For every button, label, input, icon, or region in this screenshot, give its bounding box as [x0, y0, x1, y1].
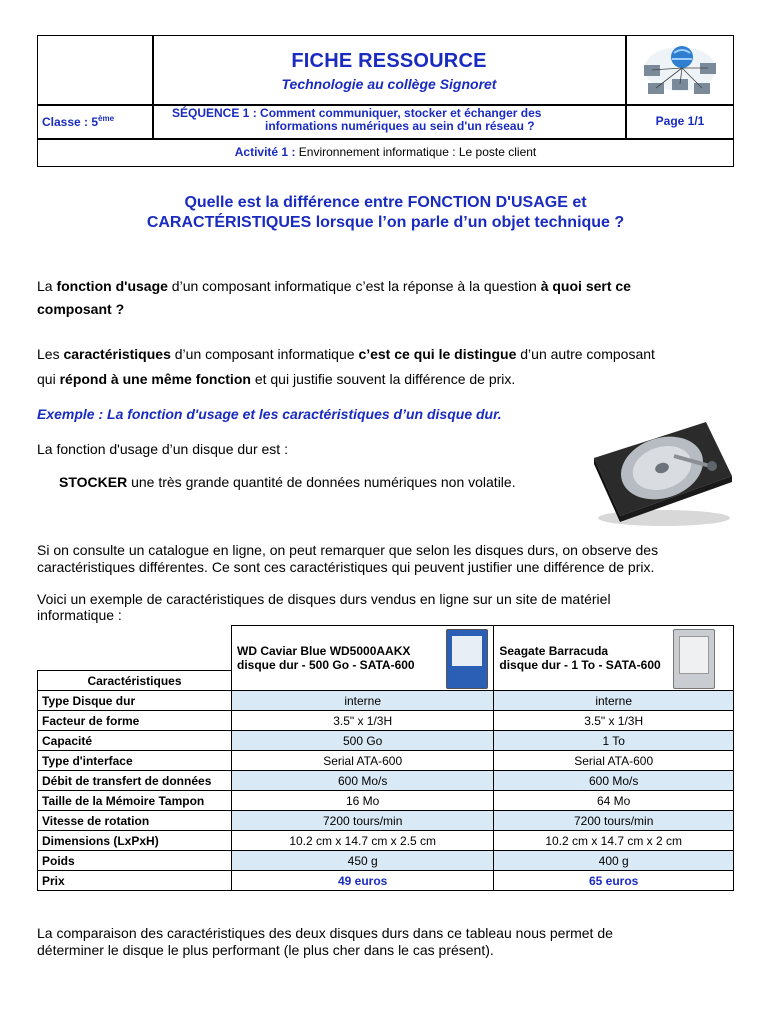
example-intro: La fonction d'usage d’un disque dur est :	[37, 441, 288, 457]
page-title: FICHE RESSOURCE	[291, 50, 487, 72]
row-label: Facteur de forme	[38, 711, 232, 731]
product-1-value: 7200 tours/min	[232, 811, 494, 831]
row-label: Type Disque dur	[38, 691, 232, 711]
product-1-value: 16 Mo	[232, 791, 494, 811]
product-1-value: 49 euros	[232, 871, 494, 891]
seagate-drive-image	[673, 629, 715, 689]
product-2-value: 400 g	[494, 851, 734, 871]
page-subtitle: Technologie au collège Signoret	[281, 76, 497, 92]
row-label: Vitesse de rotation	[38, 811, 232, 831]
table-row	[38, 871, 734, 891]
table-row	[38, 711, 734, 731]
spec-table	[37, 625, 734, 891]
header-box	[37, 35, 734, 167]
product-1-value: 600 Mo/s	[232, 771, 494, 791]
table-row	[38, 811, 734, 831]
product-2-value: 64 Mo	[494, 791, 734, 811]
example-stocker: STOCKER une très grande quantité de données numériques non volatile.	[59, 474, 516, 490]
activity-line: Activité 1 : Environnement informatique : Le poste client	[234, 145, 537, 159]
product-1-value: Serial ATA-600	[232, 751, 494, 771]
table-header-row	[38, 626, 734, 671]
row-label: Débit de transfert de données	[38, 771, 232, 791]
table-row	[38, 771, 734, 791]
paragraph-conclusion: La comparaison des caractéristiques des deux disques durs dans ce tableau nous permet de déterminer le disque le plus performant (le plus cher dans le cas présent).	[37, 925, 613, 958]
network-illustration	[636, 39, 724, 101]
row-label: Dimensions (LxPxH)	[38, 831, 232, 851]
row-label: Capacité	[38, 731, 232, 751]
product-2-value: 600 Mo/s	[494, 771, 734, 791]
product-1-value: interne	[232, 691, 494, 711]
product-1-value: 500 Go	[232, 731, 494, 751]
table-row	[38, 831, 734, 851]
product-2-value: interne	[494, 691, 734, 711]
hard-disk-image	[586, 418, 736, 530]
product-1-value: 450 g	[232, 851, 494, 871]
example-title: Exemple : La fonction d'usage et les caractéristiques d’un disque dur.	[37, 406, 502, 422]
product-2-value: 1 To	[494, 731, 734, 751]
page-number: Page 1/1	[655, 114, 705, 128]
characteristics-header: Caractéristiques	[38, 671, 232, 691]
product-2-value: 3.5" x 1/3H	[494, 711, 734, 731]
product-2-header: Seagate Barracuda disque dur - 1 To - SATA-600	[494, 626, 734, 691]
product-1-value: 3.5" x 1/3H	[232, 711, 494, 731]
product-2-value: 10.2 cm x 14.7 cm x 2 cm	[494, 831, 734, 851]
table-row	[38, 851, 734, 871]
table-row	[38, 691, 734, 711]
paragraph-exemple-vente: Voici un exemple de caractéristiques de disques durs vendus en ligne sur un site de matériel informatique :	[37, 591, 611, 623]
row-label: Taille de la Mémoire Tampon	[38, 791, 232, 811]
product-2-value: 7200 tours/min	[494, 811, 734, 831]
main-question: Quelle est la différence entre FONCTION D'USAGE et CARACTÉRISTIQUES lorsque l’on parle d’un objet technique ?	[146, 194, 625, 231]
product-1-value: 10.2 cm x 14.7 cm x 2.5 cm	[232, 831, 494, 851]
paragraph-caracteristiques: Les caractéristiques d’un composant informatique c’est ce qui le distingue d’un autre composant qui répond à une même fonction et qui justifie souvent la différence de prix.	[37, 346, 655, 387]
product-2-value: Serial ATA-600	[494, 751, 734, 771]
row-label: Poids	[38, 851, 232, 871]
sequence-title: SÉQUENCE 1 : Comment communiquer, stocker et échanger des informations numériques au sein d'un réseau ?	[172, 106, 542, 133]
paragraph-fonction-usage: La fonction d'usage d’un composant informatique c’est la réponse à la question à quoi sert ce composant ?	[37, 278, 631, 317]
product-2-value: 65 euros	[494, 871, 734, 891]
class-label: Classe : 5ème	[42, 114, 115, 129]
row-label: Type d'interface	[38, 751, 232, 771]
table-row	[38, 751, 734, 771]
table-row	[38, 731, 734, 751]
row-label: Prix	[38, 871, 232, 891]
product-1-header: WD Caviar Blue WD5000AAKX disque dur - 500 Go - SATA-600	[232, 626, 494, 691]
paragraph-catalogue: Si on consulte un catalogue en ligne, on peut remarquer que selon les disques durs, on observe des caractéristiques différentes. Ce sont ces caractéristiques qui peuvent justifier une différence de prix.	[37, 542, 659, 575]
table-row	[38, 791, 734, 811]
wd-drive-image	[446, 629, 488, 689]
